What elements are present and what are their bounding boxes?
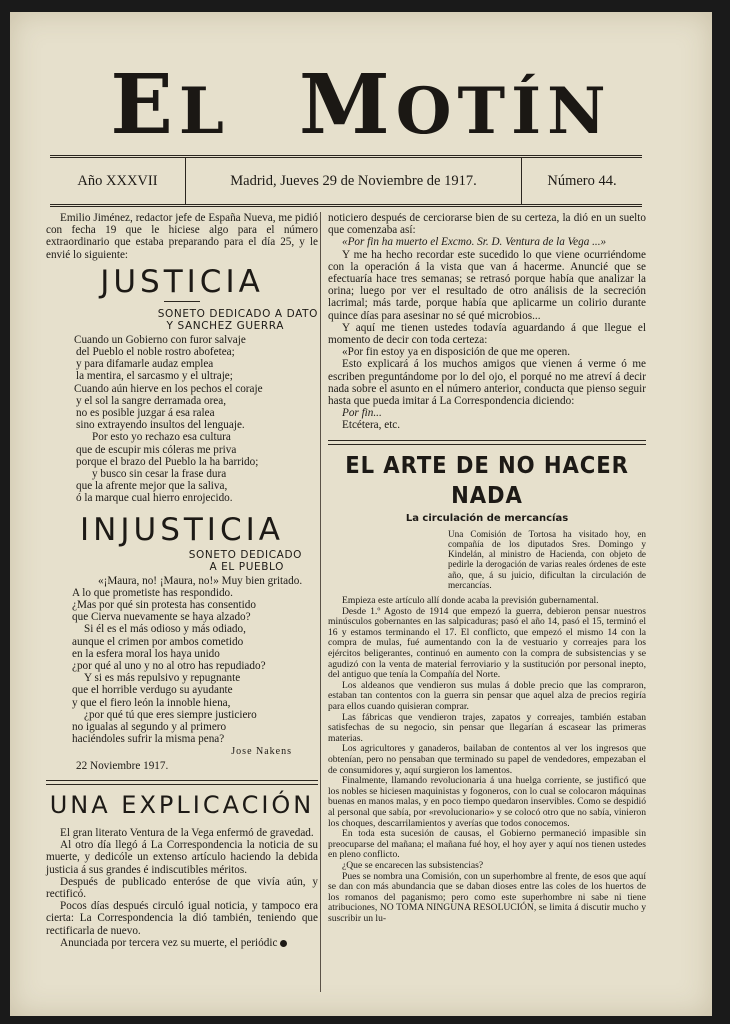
arte-paragraph: Pues se nombra una Comisión, con un superhombre al frente, de esos que aquí se dan con más abundancia que se daban dioses entre las coles de los huertos de los romanos del paganismo; pero como este superhombre ni sabe ni tiene atribuciones, NO TOMA NINGUNA RESOLUCIÓN, se limita á discutir mucho y suscribir un lu- [328, 870, 646, 924]
arte-paragraph: Empieza este artículo allí donde acaba la previsión gubernamental. [342, 595, 599, 607]
quote-paragraph: «Por fin estoy ya en disposición de que me operen. [342, 346, 571, 359]
arte-paragraph: En toda esta sucesión de causas, el Gobierno permaneció impasible sin preocuparse del mañana; el mañana fué hoy, el hoy ayer y aquí nos tienen ustedes en pleno conflicto. [328, 828, 646, 861]
arte-paragraph: Finalmente, llamando revolucionaria á una huelga corriente, se justificó que los nobles se hiciesen maquinistas y fogoneros, con lo cual se colocaron máquinas buenas en manos malas, y en poco tiempo quedaron inservibles. Como se despidió al personal que sabía, por «revolucionario» y se colocó otro que no sabía, vinieron los choques, descarrilamientos y averías que todos conocemos. [328, 775, 646, 829]
justicia-sonnet [46, 334, 318, 505]
body-paragraph: Etcétera, etc. [342, 419, 401, 432]
arte-paragraph: Desde 1.º Agosto de 1914 que empezó la guerra, debieron pensar nuestros minúsculos gobernantes en las salpicaduras; pasó el año 14, pasó el 15, terminó el 16 y estamos terminando el 17. El conflicto, que empezó el mismo 14 con la compra de mulas, fué aumentando con la de vestuario y correajes para los ejércitos beligerantes, continuó en aumento con la compra de subsistencias y se agudizó con la venta de material ferroviario y la sustitución por personal inepto, del antiguo que tenía la Compañía del Norte. [328, 605, 646, 681]
verse-line: del Pueblo el noble rostro abofetea; [76, 346, 235, 359]
quote-paragraph: «Por fin ha muerto el Excmo. Sr. D. Ventura de la Vega ...» [342, 236, 607, 249]
verse-line: Por esto yo rechazo esa cultura [92, 431, 231, 444]
arte-paragraph: ¿Que se encarecen las subsistencias? [342, 859, 484, 871]
verse-line: Cuando aún hierve en los pechos el coraje [74, 382, 263, 395]
arte-subtitle: La circulación de mercancías [405, 512, 569, 524]
justicia-title: JUSTICIA [100, 263, 264, 300]
explicacion-paragraph: Al otro día llegó á La Correspondencia la noticia de su muerte, y dedicóle un extenso artículo haciendo la debida justicia á sus grandes é indiscutibles méritos. [46, 839, 318, 876]
year-label: Año XXXVII [50, 158, 186, 204]
body-paragraph: Y me ha hecho recordar este sucedido lo que viene ocurriéndome con la operación á la vista que van á hacerme. Anuncié que se efectuaría hace tres semanas; se retrasó porque había que analizar la orina; luego por ver el resultado de otro análisis de la secreción lacrimal; más tarde, porque había que aplicarme un colirio durante quince días para asesinar no sé qué microbios... [328, 248, 646, 322]
issue-info-bar [50, 155, 642, 207]
verse-line: y para difamarle audaz emplea [76, 358, 214, 371]
justicia-subtitle-1: SONETO DEDICADO A DATO [157, 307, 318, 320]
injusticia-sonnet [46, 575, 318, 746]
verse-line: ¿por qué tú que eres siempre justiciero [84, 708, 257, 721]
verse-line: en la esfera moral los haya unido [72, 647, 220, 660]
verse-line: aunque el crimen por ambos cometido [72, 635, 244, 648]
injusticia-subtitle-2: A EL PUEBLO [209, 560, 284, 573]
column-divider [320, 212, 321, 992]
body-paragraph: Y aquí me tienen ustedes todavía aguardando á que llegue el momento de decir con toda certeza: [328, 321, 646, 347]
verse-line: A lo que prometiste has respondido. [72, 586, 233, 599]
issue-number: Número 44. [547, 172, 617, 189]
arte-title: EL ARTE DE NO HACER NADA [345, 452, 629, 509]
verse-line: que Cierva nuevamente se haya alzado? [72, 611, 251, 624]
arte-paragraph: Los aldeanos que vendieron sus mulas á doble precio que las compraron, estaban tan contentos con la guerra sin pensar que aquel alza de precios regiría para ellos cuando quisieran comprar. [328, 679, 646, 713]
verse-line: Y si es más repulsivo y repugnante [84, 672, 241, 685]
verse-line: no igualas al segundo y al primero [72, 721, 227, 734]
explicacion-paragraph: Después de publicado enteróse de que vivía aún, y rectificó. [46, 875, 318, 900]
newspaper-page [10, 12, 712, 1016]
verse-line: la mentira, el sarcasmo y el ultraje; [76, 370, 233, 383]
verse-line: no es posible juzgar á esa ralea [76, 407, 215, 420]
right-column [328, 212, 646, 924]
explicacion-paragraph: El gran literato Ventura de la Vega enfermó de gravedad. [60, 826, 314, 839]
explicacion-paragraph: Anunciada por tercera vez su muerte, el periódic [46, 937, 318, 949]
author-signature: Jose Nakens [231, 745, 292, 757]
verse-line: que el horrible verdugo su ayudante [72, 684, 233, 697]
intro-paragraph: Emilio Jiménez, redactor jefe de España Nueva, me pidió con fecha 19 que le hiciese algo para el número extraordinario que estaba preparando para el día 25, y le envié lo siguiente: [46, 212, 318, 261]
arte-paragraph: Las fábricas que vendieron trajes, zapatos y correajes, también estaban satisfechas de su negocio, sin pensar que llegarían á escasear las primeras materias. [328, 711, 646, 744]
explicacion-title: UNA EXPLICACIÓN [49, 790, 315, 819]
verse-line: ó la marque cual hierro enrojecido. [76, 492, 233, 505]
verse-line: ¿Mas por qué sin protesta has consentido [72, 599, 256, 612]
arte-summary: Una Comisión de Tortosa ha visitado hoy, en compañía de los diputados Sres. Domingo y Kindelán, al ministro de Hacienda, con objeto de pedirle la derogación de varias reales órdenes de este año, que, á su juicio, dificultan la circulación de mercancías. [448, 528, 646, 590]
quote-paragraph: Por fin... [342, 407, 382, 420]
arte-paragraph: Los agricultores y ganaderos, bailaban de contentos al ver los ingresos que obtenían, pero no pensaban que terminado su papel de vendedores, empezaban el de consumidores y, aquí surgieron los lamentos. [328, 743, 646, 776]
verse-line: Cuando un Gobierno con furor salvaje [74, 333, 246, 346]
explicacion-paragraph: Pocos días después circuló igual noticia, y tampoco era cierta: La Correspondencia la dió también, teniendo que rectificarla de nuevo. [46, 900, 318, 937]
section-rule [46, 780, 318, 785]
injusticia-title: INJUSTICIA [80, 511, 284, 548]
verse-line: que de escupir mis cóleras me priva [76, 443, 237, 456]
sonnet-date: 22 Noviembre 1917. [76, 759, 169, 772]
verse-line: que la afrente mejor que la saliva, [76, 480, 228, 493]
verse-line: ¿por qué al uno y no al otro has repudiado? [72, 660, 266, 673]
verse-line: y busco sin cesar la frase dura [92, 468, 227, 481]
verse-line: porque el brazo del Pueblo la ha barrido; [76, 455, 259, 468]
left-column [46, 212, 318, 949]
verse-line: «¡Maura, no! ¡Maura, no!» Muy bien gritado. [98, 574, 303, 587]
date-label: Madrid, Jueves 29 de Noviembre de 1917. [186, 158, 522, 204]
verse-line: Si él es el más odioso y más odiado, [84, 623, 246, 636]
ink-dot-icon [280, 940, 287, 947]
masthead-title: EL MOTÍN [110, 57, 612, 153]
justicia-subtitle-2: Y SANCHEZ GUERRA [166, 319, 284, 332]
title-rule [164, 301, 200, 302]
verse-line: haciéndoles sufrir la misma pena? [72, 733, 225, 746]
injusticia-subtitle-1: SONETO DEDICADO [188, 548, 302, 561]
verse-line: y el sol la sangre derramada orea, [76, 394, 227, 407]
verse-line: sino extrayendo insultos del lenguaje. [76, 419, 245, 432]
body-paragraph: Esto explicará á los muchos amigos que vienen á verme ó me escriben preguntándome por lo del ojo, el porqué no me atreví á decir nada sobre el asunto en el número anterior, conducta que pienso seguir hasta que pueda imitar á La Correspondencia diciendo: [328, 358, 646, 408]
verse-line: y que el fiero león la innoble hiena, [72, 696, 231, 709]
continued-paragraph: noticiero después de cerciorarse bien de su certeza, la dió en un suelto que comenzaba así: [328, 212, 646, 237]
section-rule [328, 440, 646, 445]
